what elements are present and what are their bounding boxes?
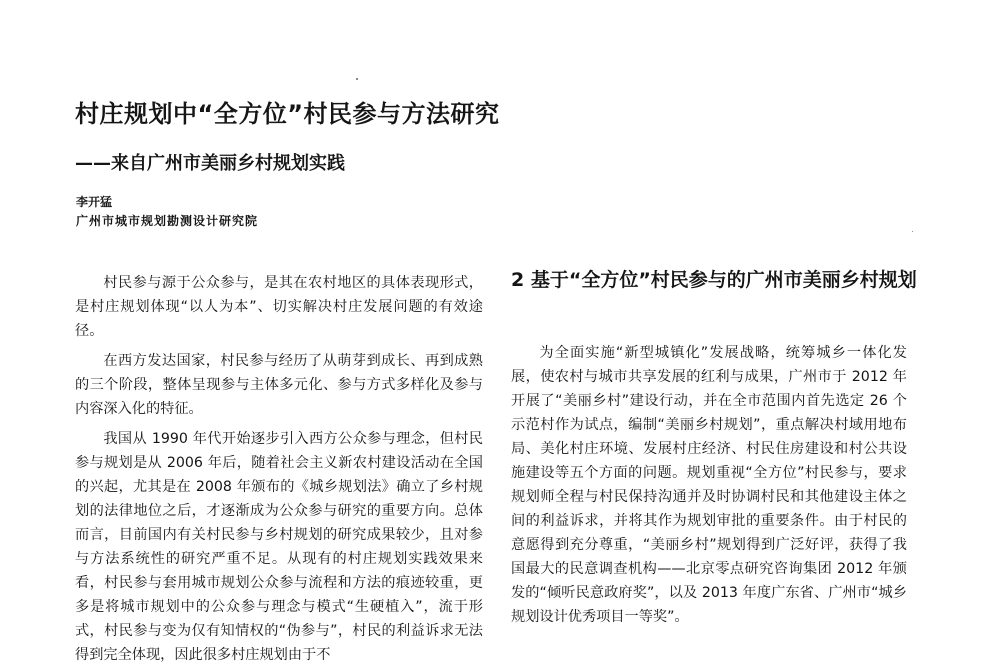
left-column [75, 271, 483, 665]
article-subtitle: ——来自广州市美丽乡村规划实践 [75, 153, 345, 174]
author-name: 李开猛 [76, 195, 113, 209]
body-paragraph: 村民参与源于公众参与，是其在农村地区的具体表现形式，是村庄规划体现“以人为本”、切实解决村庄发展问题的有效途径。 [75, 275, 483, 339]
body-paragraph: 在西方发达国家，村民参与经历了从萌芽到成长、再到成熟的三个阶段，整体呈现参与主体多元化、参与方式多样化及参与内容深入化的特征。 [75, 353, 483, 417]
scan-speck [356, 78, 358, 80]
right-column [511, 341, 907, 635]
section-heading: 2 基于“全方位”村民参与的广州市美丽乡村规划 [511, 269, 917, 291]
author-affiliation: 广州市城市规划勘测设计研究院 [76, 214, 259, 228]
body-paragraph: 为全面实施“新型城镇化”发展战略，统筹城乡一体化发展，使农村与城市共享发展的红利与成果，广州市于 2012 年开展了“美丽乡村”建设行动，并在全市范围内首先选定 26 个示范村作为试点，编制“美丽乡村规划”，重点解决村域用地布局、美化村庄环境、发展村庄经济、村民住房建设和村公共设施建设等五个方面的问题。规划重视“全方位”村民参与，要求规划师全程与村民保持沟通并及时协调村民和其他建设主体之间的利益诉求，并将其作为规划审批的重要条件。由于村民的意愿得到充分尊重，“美丽乡村”规划得到广泛好评，获得了我国最大的民意调查机构——北京零点研究咨询集团 2012 年颁发的“倾听民意政府奖”，以及 2013 年度广东省、广州市“城乡规划设计优秀项目一等奖”。 [511, 345, 907, 625]
scan-speck [912, 231, 913, 232]
body-paragraph: 我国从 1990 年代开始逐步引入西方公众参与理念，但村民参与规划是从 2006 年后，随着社会主义新农村建设活动在全国的兴起，尤其是在 2008 年颁布的《城乡规划法》确立了乡村规划的法律地位之后，才逐渐成为公众参与研究的重要方向。总体而言，目前国内有关村民参与乡村规划的研究成果较少，且对参与方法系统性的研究严重不足。从现有的村庄规划实践效果来看，村民参与套用城市规划公众参与流程和方法的痕迹较重，更多是将城市规划中的公众参与理念与模式“生硬植入”，流于形式，村民参与变为仅有知情权的“伪参与”，村民的利益诉求无法得到完全体现，因此很多村庄规划由于不 [75, 431, 483, 663]
article-title: 村庄规划中“全方位”村民参与方法研究 [75, 100, 500, 128]
